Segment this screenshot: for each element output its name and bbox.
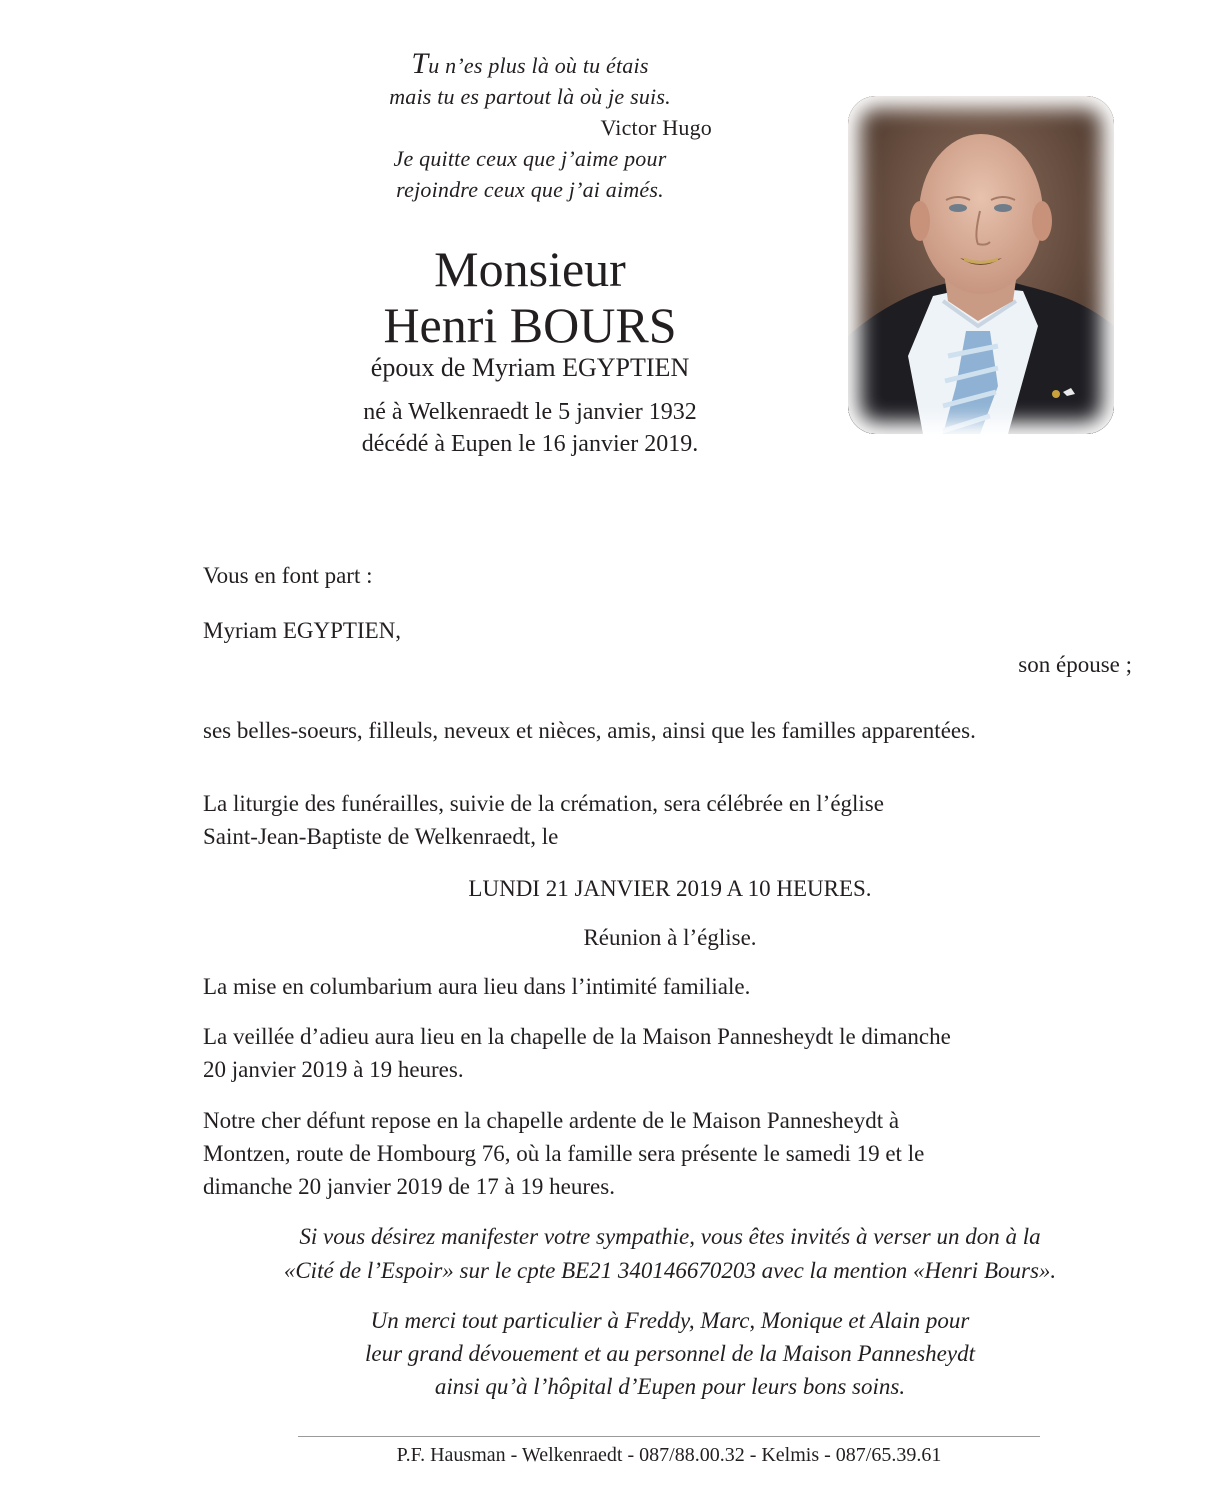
vigil-line-2: 20 janvier 2019 à 19 heures. (203, 1057, 464, 1082)
quote-line-2: mais tu es partout là où je suis. (389, 84, 671, 109)
vigil-line-1: La veillée d’adieu aura lieu en la chapelle de la Maison Pannesheydt le dimanche (203, 1024, 951, 1049)
rest-line-3: dimanche 20 janvier 2019 de 17 à 19 heures. (203, 1174, 615, 1199)
announcement-intro: Vous en font part : (203, 563, 373, 588)
rest-line-1: Notre cher défunt repose en la chapelle ardente de le Maison Pannesheydt à (203, 1108, 900, 1133)
liturgy-line-2: Saint-Jean-Baptiste de Welkenraedt, le (203, 824, 559, 849)
quote-line-3: Je quitte ceux que j’aime pour (393, 146, 667, 171)
deceased-header (300, 238, 760, 460)
quote-dropcap: T (411, 47, 429, 80)
ceremony-datetime: LUNDI 21 JANVIER 2019 A 10 HEURES. (468, 876, 872, 901)
quote-line-4: rejoindre ceux que j’ai aimés. (396, 177, 664, 202)
thanks-line-1: Un merci tout particulier à Freddy, Marc, Monique et Alain pour (370, 1308, 970, 1333)
death-line: décédé à Eupen le 16 janvier 2019. (361, 431, 699, 457)
meeting-point: Réunion à l’église. (583, 925, 757, 950)
family-member-relation: son épouse ; (1018, 652, 1132, 677)
donation-line-2: «Cité de l’Espoir» sur le cpte BE21 340146670203 avec la mention «Henri Bours». (283, 1258, 1057, 1283)
quote-author: Victor Hugo (600, 115, 712, 140)
life-dates (300, 396, 760, 460)
birth-line: né à Welkenraedt le 5 janvier 1932 (363, 399, 697, 425)
deceased-name: Henri BOURS (383, 297, 677, 353)
portrait-photo (848, 96, 1114, 434)
columbarium-note: La mise en columbarium aura lieu dans l’intimité familiale. (203, 974, 751, 999)
spouse-line: époux de Myriam EGYPTIEN (370, 353, 690, 382)
epigraph-quote (300, 48, 760, 205)
civility: Monsieur (434, 241, 626, 297)
thanks-line-2: leur grand dévouement et au personnel de la Maison Pannesheydt (364, 1341, 975, 1366)
quote-line-1 (300, 48, 760, 81)
rest-line-2: Montzen, route de Hombourg 76, où la famille sera présente le samedi 19 et le (203, 1141, 925, 1166)
family-member-name: Myriam EGYPTIEN, (203, 618, 402, 643)
donation-line-1: Si vous désirez manifester votre sympathie, vous êtes invités à verser un don à la (299, 1224, 1041, 1249)
funeral-home-footer: P.F. Hausman - Welkenraedt - 087/88.00.32 - Kelmis - 087/65.39.61 (396, 1444, 942, 1466)
other-relatives: ses belles-soeurs, filleuls, neveux et nièces, amis, ainsi que les familles apparentées. (203, 718, 976, 743)
portrait-illustration (848, 96, 1114, 434)
thanks-line-3: ainsi qu’à l’hôpital d’Eupen pour leurs bons soins. (434, 1374, 906, 1399)
footer-divider (298, 1436, 1040, 1437)
quote-line-1-text: u n’es plus là où tu étais (428, 53, 649, 78)
liturgy-line-1: La liturgie des funérailles, suivie de la crémation, sera célébrée en l’église (203, 791, 884, 816)
